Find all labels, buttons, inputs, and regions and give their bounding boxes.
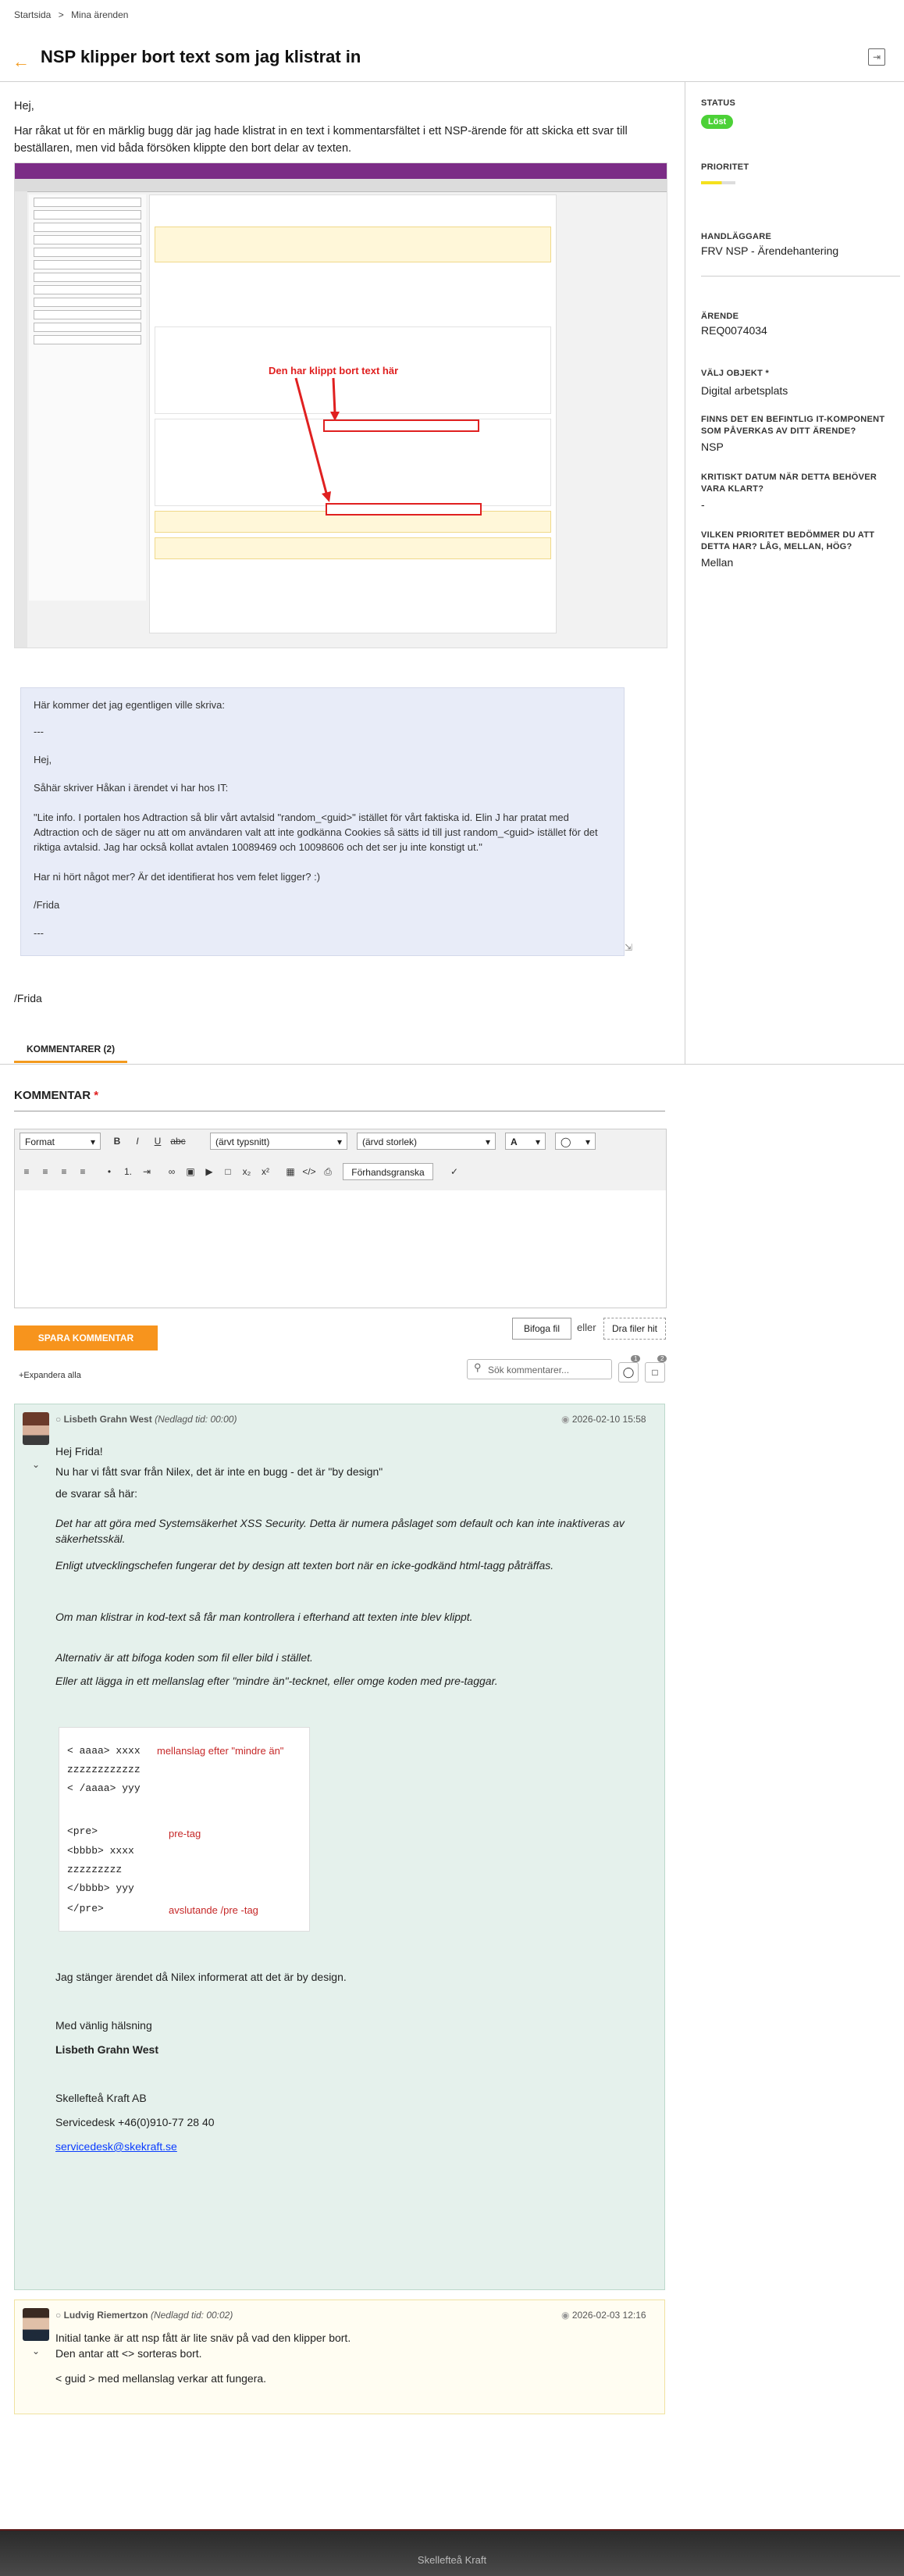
strikethrough-button[interactable]: abc [170,1136,186,1147]
code-annotation: mellanslag efter "mindre än" [157,1745,284,1757]
comment-editor[interactable] [14,1190,667,1308]
required-marker: * [94,1089,99,1102]
handler-label: HANDLÄGGARE [701,232,772,241]
size-select-value: (ärvd storlek) [362,1136,418,1147]
bold-button[interactable]: B [113,1136,121,1147]
object-value: Digital arbetsplats [701,384,788,397]
comment-text: Skellefteå Kraft AB [55,2092,147,2104]
comment-card [14,1404,665,2290]
code-line: < aaaa> xxxx [67,1745,141,1757]
comment-header [55,2310,233,2321]
chevron-down-icon: ▾ [90,1136,95,1147]
chevron-down-icon[interactable]: ⌄ [32,1459,41,1470]
comment-text: Det har att göra med Systemsäkerhet XSS Security. Detta är numera påslaget som default och kan inte inaktiveras av säkerhetsskäl. [55,1517,625,1545]
drop-zone[interactable]: Dra filer hit [603,1318,666,1340]
table-icon[interactable]: ▦ [286,1166,295,1177]
breadcrumb-home[interactable]: Startsida [14,9,52,20]
search-icon: ⚲ [474,1361,482,1373]
object-label: VÄLJ OBJEKT * [701,369,770,378]
comment-meta: (Nedlagd tid: 00:02) [150,2310,233,2321]
component-label: FINNS DET EN BEFINTLIG IT-KOMPONENT SOM PÅVERKAS AV DITT ÄRENDE? [701,415,885,436]
comment-search-input[interactable]: Sök kommentarer... [467,1359,612,1379]
quote-intro: Här kommer det jag egentligen ville skriva: [34,699,225,711]
save-comment-button[interactable]: SPARA KOMMENTAR [14,1325,158,1350]
align-left-icon[interactable]: ≡ [23,1166,30,1177]
visibility-icon: ◉ [561,1414,570,1425]
case-value: REQ0074034 [701,324,767,337]
quoted-message [20,687,625,956]
font-select-value: (ärvt typsnitt) [215,1136,270,1147]
background-color-button[interactable]: ◯ ▾ [555,1133,596,1150]
underline-button[interactable]: U [154,1136,162,1147]
indent-icon[interactable]: ⇥ [142,1166,151,1177]
chat-icon[interactable]: □ [645,1362,665,1383]
document-icon[interactable]: □ [225,1166,231,1177]
email-link-text[interactable]: servicedesk@skekraft.se [55,2140,177,2153]
comment-author: Ludvig Riemertzon [63,2310,148,2321]
comment-text: Eller att lägga in ett mellanslag efter "mindre än"-tecknet, eller omge koden med pre-taggar. [55,1675,498,1687]
component-value: NSP [701,441,724,453]
comment-text: Lisbeth Grahn West [55,2043,158,2056]
preview-button[interactable]: Förhandsgranska [343,1163,433,1180]
status-dot-icon: ○ [55,2310,62,2321]
quote-separator: --- [34,726,44,737]
print-icon[interactable]: ⎙ [324,1166,332,1177]
quote-line: Har ni hört något mer? Är det identifierat hos vem felet ligger? :) [34,871,321,883]
breadcrumb-separator: > [58,9,64,20]
quote-greeting: Hej, [34,754,52,765]
quote-separator: --- [34,927,44,939]
status-dot-icon: ○ [55,1414,62,1425]
tab-comments[interactable]: KOMMENTARER (2) [14,1039,127,1063]
badge-count: 1 [631,1355,640,1362]
chevron-down-icon: ▾ [485,1136,490,1147]
attach-file-button[interactable]: Bifoga fil [512,1318,571,1340]
sidebar [701,98,888,569]
bullet-list-icon[interactable]: • [107,1166,112,1177]
priority-indicator [701,181,735,184]
breadcrumb [14,9,133,20]
subscript-icon[interactable]: x₂ [242,1166,251,1177]
code-line: zzzzzzzzzzzz [67,1764,141,1775]
comment-text: de svarar så här: [55,1487,138,1500]
lightbulb-icon[interactable]: ◯ [618,1362,639,1383]
comment-text: Jag stänger ärendet då Nilex informerat att det är by design. [55,1971,347,1983]
comment-date [561,1414,646,1425]
or-text: eller [577,1322,596,1333]
comment-date-text: 2026-02-10 15:58 [571,1414,646,1425]
attached-screenshot [14,162,667,648]
text-color-button[interactable]: A ▾ [505,1133,546,1150]
back-arrow-icon[interactable]: ← [12,52,30,71]
font-select[interactable] [210,1133,347,1150]
code-example-image [59,1727,310,1932]
comment-text: Den antar att <> sorteras bort. [55,2347,202,2360]
code-line: < /aaaa> yyy [67,1782,141,1794]
comment-label-text: KOMMENTAR [14,1089,91,1102]
comment-text: Hej Frida! [55,1445,103,1457]
comment-text: Servicedesk +46(0)910-77 28 40 [55,2116,215,2128]
code-line: <bbbb> xxxx [67,1845,134,1857]
export-icon[interactable]: ⇥ [868,48,885,66]
tab-divider [0,1064,904,1065]
format-select-value: Format [25,1136,55,1147]
comment-date-text: 2026-02-03 12:16 [571,2310,646,2321]
italic-button[interactable]: I [136,1136,139,1147]
code-line: </bbbb> yyy [67,1882,134,1894]
avatar [23,2308,49,2341]
resize-handle-icon[interactable]: ⇲ [625,942,633,953]
critical-date-label: KRITISKT DATUM NÄR DETTA BEHÖVER VARA KLART? [701,473,877,494]
avatar [23,1412,49,1445]
status-badge: Löst [701,115,733,129]
source-code-icon[interactable]: </> [302,1166,316,1177]
image-icon[interactable]: ▣ [186,1166,195,1177]
status-label: STATUS [701,98,736,108]
priority-label: PRIORITET [701,162,749,172]
badge-count: 2 [657,1355,667,1362]
quote-line: "Lite info. I portalen hos Adtraction så blir vårt avtalsid "random_<guid>" istället för vårt faktiska id. Elin J har pratat med Adtraction och de säger nu att om användaren valt att inte godkänna Cookies så sätts id till just random_<guid> istället för det riktiga avtalsid. Jag har också kollat avtalen 10089469 och 10098606 och det ser ju inte konstigt ut." [34,812,598,853]
comment-text: Initial tanke är att nsp fått är lite snäv på vad den klipper bort. [55,2332,351,2344]
expand-all-link[interactable]: +Expandera alla [19,1371,81,1380]
superscript-icon[interactable]: x² [262,1166,269,1177]
signature: /Frida [14,992,42,1004]
visibility-icon: ◉ [561,2310,570,2321]
code-line: <pre> [67,1825,98,1837]
handler-value: FRV NSP - Ärendehantering [701,244,839,257]
footer-text: Skellefteå Kraft [417,2554,487,2566]
code-line: zzzzzzzzz [67,1864,123,1875]
email-link[interactable] [55,2139,664,2154]
media-icon[interactable]: ▶ [205,1166,213,1177]
numbered-list-icon[interactable]: 1. [123,1166,132,1177]
description-body: Har råkat ut för en märklig bugg där jag hade klistrat in en text i kommentarsfältet i ett NSP-ärende för att skicka ett svar till beställaren, men vid båda försöken klippte den bort delar av texten. [14,125,628,155]
code-line: </pre> [67,1903,104,1914]
editor-toolbar [14,1129,667,1191]
ticket-description [14,98,670,165]
quote-sign: /Frida [34,899,60,911]
page-title: NSP klipper bort text som jag klistrat in [41,47,361,66]
chevron-down-icon: ▾ [336,1136,342,1147]
code-annotation: avslutande /pre -tag [169,1904,258,1916]
comment-text: Enligt utvecklingschefen fungerar det by design att texten bort när en icke-godkänd html-tagg påträffas. [55,1559,554,1572]
comment-label [14,1089,98,1102]
header-divider [0,81,904,82]
justify-icon[interactable]: ≡ [80,1166,86,1177]
critical-date-value: - [701,498,705,511]
comment-text: Med vänlig hälsning [55,2019,152,2032]
comment-text: < guid > med mellanslag verkar att fungera. [55,2372,267,2385]
comment-text: Nu har vi fått svar från Nilex, det är inte en bugg - det är "by design" [55,1465,383,1478]
case-label: ÄRENDE [701,312,739,321]
spellcheck-icon[interactable]: ✓ [450,1166,459,1177]
size-select[interactable] [357,1133,496,1150]
annotation-text: Den har klippt bort text här [269,365,399,376]
footer [0,2531,904,2576]
comment-text: Alternativ är att bifoga koden som fil eller bild i stället. [55,1651,313,1664]
annotation-arrows [15,163,667,648]
link-icon[interactable]: ∞ [168,1166,176,1177]
priority-question-label: VILKEN PRIORITET BEDÖMMER DU ATT DETTA HAR? LÅG, MELLAN, HÖG? [701,530,875,551]
format-select[interactable] [20,1133,101,1150]
comment-card [14,2299,665,2414]
priority-question-value: Mellan [701,556,734,569]
breadcrumb-my-cases[interactable]: Mina ärenden [71,9,129,20]
quote-line: Såhär skriver Håkan i ärendet vi har hos IT: [34,782,229,794]
comment-meta: (Nedlagd tid: 00:00) [155,1414,237,1425]
comment-text: Om man klistrar in kod-text så får man kontrollera i efterhand att texten inte blev klippt. [55,1611,473,1623]
description-greeting: Hej, [14,100,34,112]
comment-header [55,1414,237,1425]
comment-date [561,2310,646,2321]
align-right-icon[interactable]: ≡ [61,1166,67,1177]
code-annotation: pre-tag [169,1828,201,1839]
comment-author: Lisbeth Grahn West [63,1414,152,1425]
chevron-down-icon[interactable]: ⌄ [32,2346,41,2357]
align-center-icon[interactable]: ≡ [42,1166,48,1177]
